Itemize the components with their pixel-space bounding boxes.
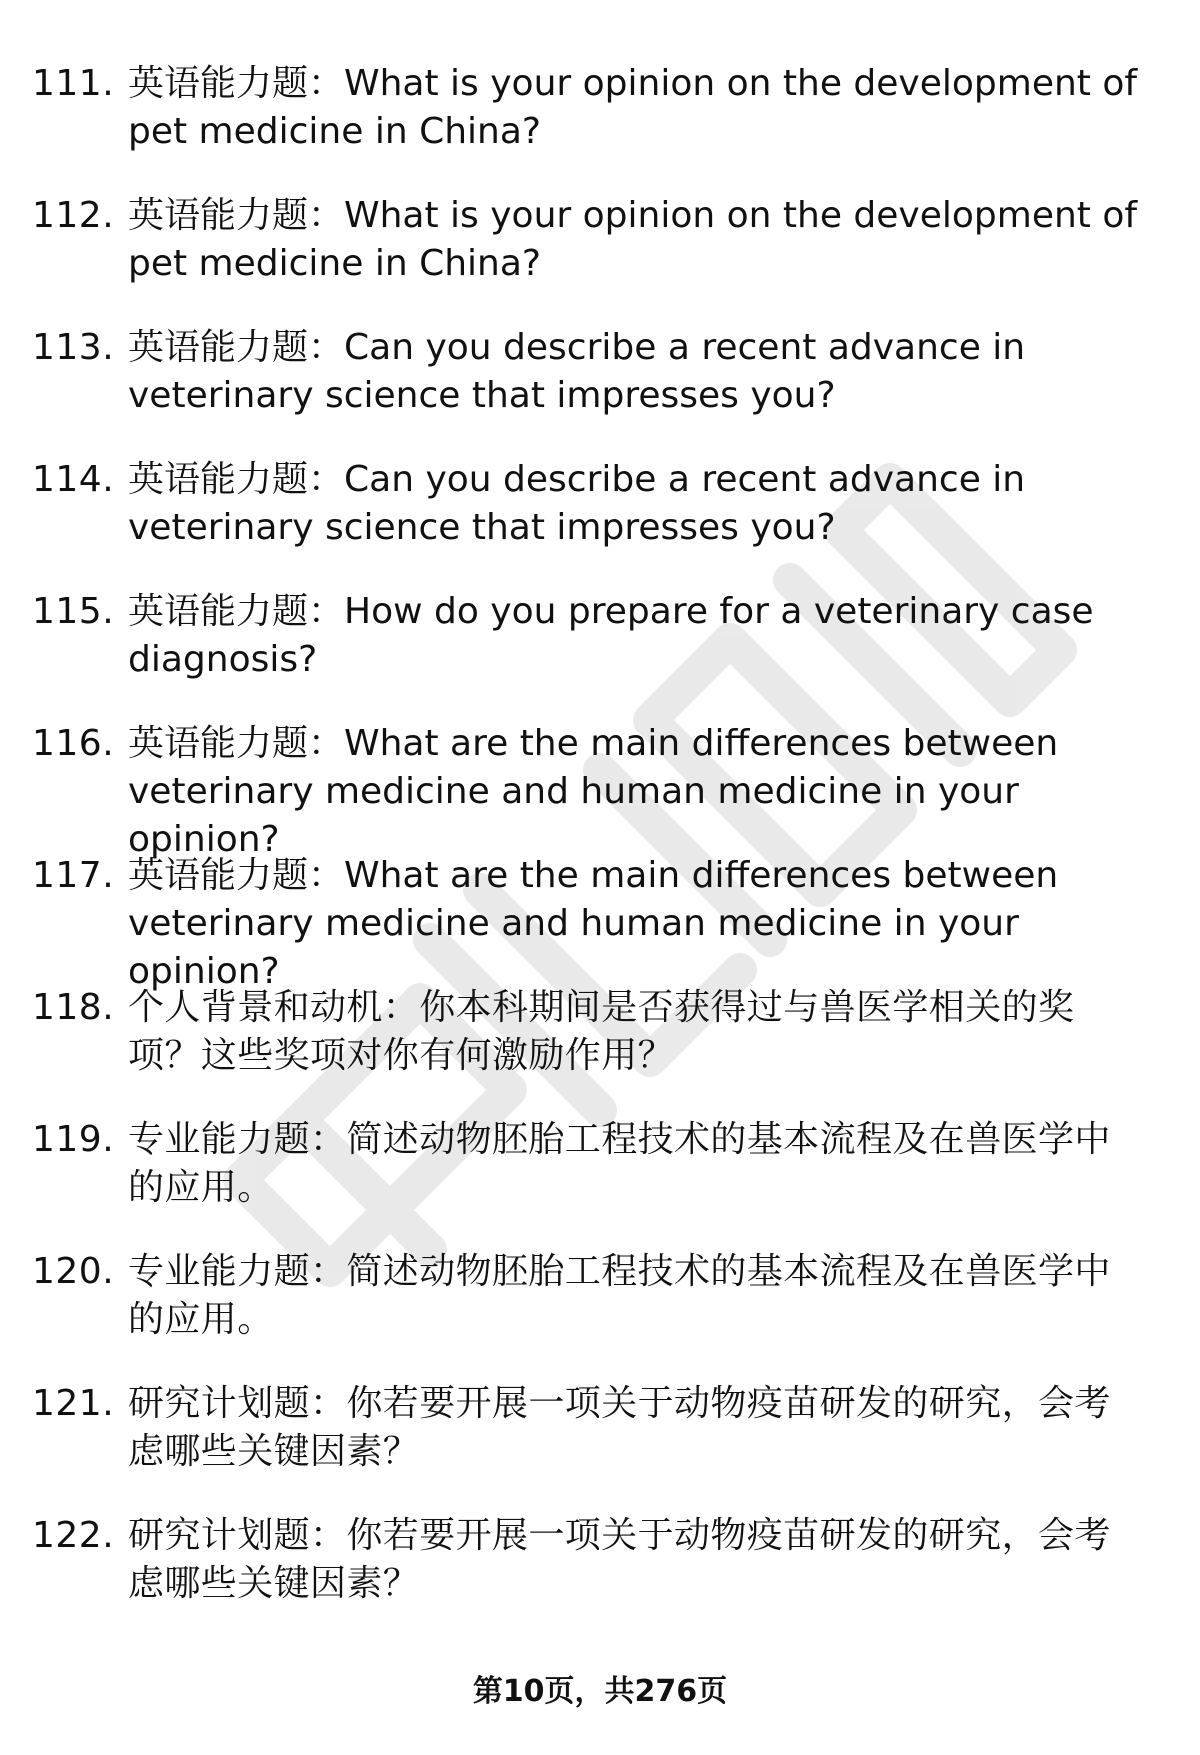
question-item-120 bbox=[0, 1248, 1200, 1380]
question-number: 119. bbox=[32, 1119, 115, 1160]
question-number: 121. bbox=[32, 1383, 115, 1424]
question-text: 英语能力题：How do you prepare for a veterinary case diagnosis? bbox=[128, 591, 1094, 680]
question-number: 120. bbox=[32, 1251, 115, 1292]
question-item-121 bbox=[0, 1380, 1200, 1512]
question-number: 118. bbox=[32, 987, 115, 1028]
question-number: 117. bbox=[32, 855, 115, 896]
question-text: 英语能力题：Can you describe a recent advance in veterinary science that impresses you? bbox=[128, 327, 1026, 416]
question-text: 英语能力题：What are the main differences between veterinary medicine and human medicine in your opinion? bbox=[128, 855, 1059, 992]
question-text: 英语能力题：What are the main differences between veterinary medicine and human medicine in your opinion? bbox=[128, 723, 1059, 860]
question-item-113 bbox=[0, 324, 1200, 456]
question-number: 111. bbox=[32, 63, 115, 104]
question-item-118 bbox=[0, 984, 1200, 1116]
question-item-114 bbox=[0, 456, 1200, 588]
question-item-112 bbox=[0, 192, 1200, 324]
question-number: 116. bbox=[32, 723, 115, 764]
question-item-117 bbox=[0, 852, 1200, 992]
question-number: 115. bbox=[32, 591, 115, 632]
question-number: 122. bbox=[32, 1515, 115, 1556]
question-item-115 bbox=[0, 588, 1200, 720]
question-item-111 bbox=[0, 60, 1200, 192]
question-text: 英语能力题：Can you describe a recent advance in veterinary science that impresses you? bbox=[128, 459, 1026, 548]
question-text: 英语能力题：What is your opinion on the development of pet medicine in China? bbox=[128, 195, 1138, 284]
question-text: 英语能力题：What is your opinion on the development of pet medicine in China? bbox=[128, 63, 1138, 152]
question-text: 专业能力题：简述动物胚胎工程技术的基本流程及在兽医学中的应用。 bbox=[128, 1119, 1111, 1208]
question-item-122 bbox=[0, 1512, 1200, 1644]
question-number: 114. bbox=[32, 459, 115, 500]
question-number: 113. bbox=[32, 327, 115, 368]
question-item-116 bbox=[0, 720, 1200, 860]
question-text: 研究计划题：你若要开展一项关于动物疫苗研发的研究，会考虑哪些关键因素？ bbox=[128, 1515, 1111, 1604]
question-text: 个人背景和动机：你本科期间是否获得过与兽医学相关的奖项？这些奖项对你有何激励作用？ bbox=[128, 987, 1075, 1076]
page-indicator: 第10页，共276页 bbox=[472, 1674, 728, 1709]
question-item-119 bbox=[0, 1116, 1200, 1248]
question-text: 专业能力题：简述动物胚胎工程技术的基本流程及在兽医学中的应用。 bbox=[128, 1251, 1111, 1340]
question-text: 研究计划题：你若要开展一项关于动物疫苗研发的研究，会考虑哪些关键因素？ bbox=[128, 1383, 1111, 1472]
question-number: 112. bbox=[32, 195, 115, 236]
question-list bbox=[0, 60, 1200, 1644]
